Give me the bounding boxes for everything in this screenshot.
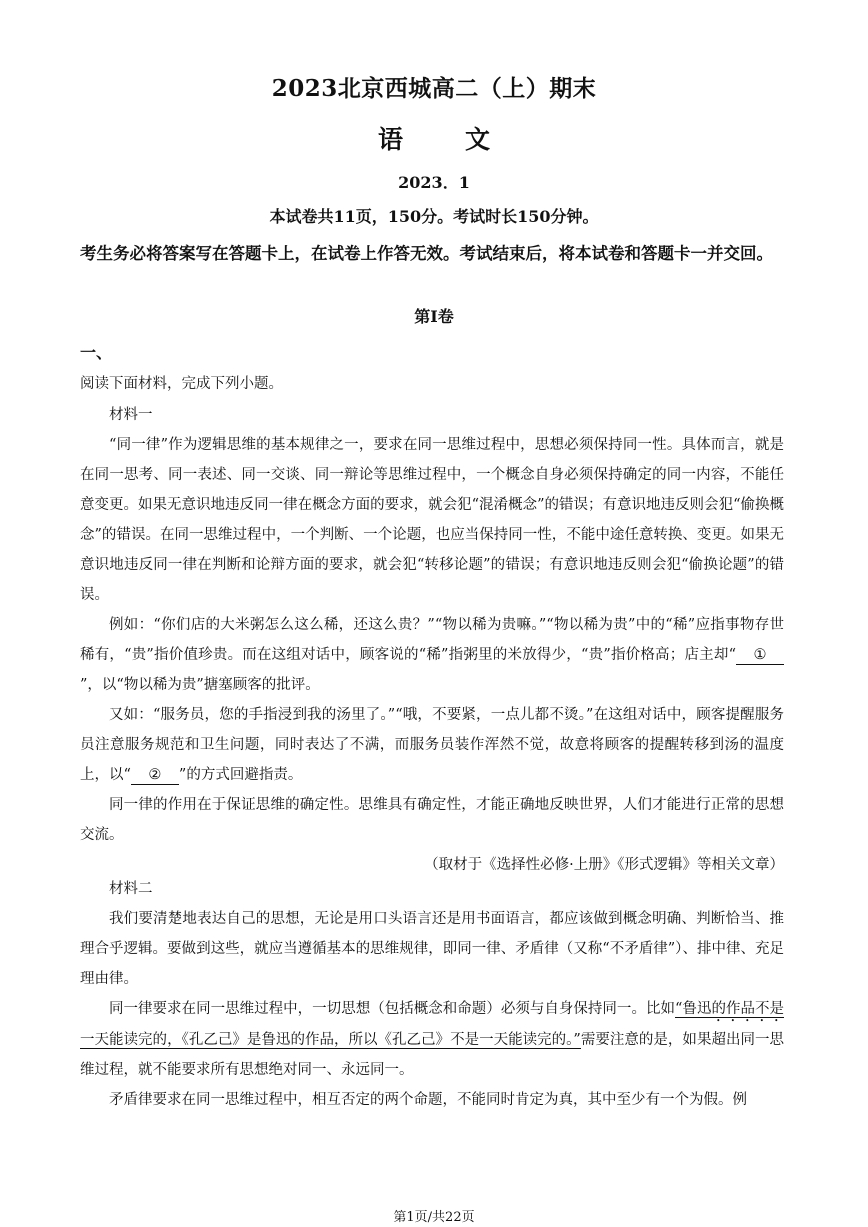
exam-date: 2023．1 xyxy=(398,173,470,192)
material-two-paragraph-1: 我们要清楚地表达自己的思想，无论是用口头语言还是用书面语言，都应该做到概念明确、判断恰当、推理合乎逻辑。要做到这些，就应当遵循基本的思维规律，即同一律、矛盾律（又称“不矛盾律”）、排中律、充足理由律。 xyxy=(80,911,784,987)
material-one-paragraph-4: 同一律的作用在于保证思维的确定性。思维具有确定性，才能正确地反映世界，人们才能进行正常的思想交流。 xyxy=(80,797,784,843)
example-part-3: 的作品，所以《孔乙己》不是一天能读完的。” xyxy=(290,1032,581,1048)
section-instruction: 阅读下面材料，完成下列小题。 xyxy=(80,376,283,392)
paragraph-2-text-a: 例如：“你们店的大米粥怎么这么稀，还这么贵？”“物以稀为贵嘛。”“物以稀为贵”中的“稀”应指事物存世稀有，“贵”指价值珍贵。而在这组对话中，顾客说的“稀”指粥里的米放得少，“贵”指价格高；店主却“ xyxy=(80,617,784,663)
fill-blank-1: ① xyxy=(736,646,784,665)
material-one-paragraph-1: “同一律”作为逻辑思维的基本规律之一，要求在同一思维过程中，思想必须保持同一性。具体而言，就是在同一思考、同一表述、同一交谈、同一辩论等思维过程中，一个概念自身必须保持确定的同一内容，不能任意变更。如果无意识地违反同一律在概念方面的要求，就会犯“混淆概念”的错误；有意识地违反则会犯“偷换概念”的错误。在同一思维过程中，一个判断、一个论题，也应当保持同一性，不能中途任意转换、变更。如果无意识地违反同一律在判断和论辩方面的要求，就会犯“转移论题”的错误；有意识地违反则会犯“偷换论题”的错误。 xyxy=(80,437,784,603)
exam-notice: 考生务必将答案写在答题卡上，在试卷上作答无效。考试结束后，将本试卷和答题卡一并交回。 xyxy=(80,244,773,263)
page-number: 第1页/共22页 xyxy=(393,1210,475,1225)
section-number: 一、 xyxy=(80,343,113,362)
material-two-paragraph-2 xyxy=(80,994,784,1085)
emphasized-de-zuopin: 的作品 xyxy=(711,1001,755,1017)
material-one-source: （取材于《选择性必修·上册》《形式逻辑》等相关文章） xyxy=(424,857,784,873)
paragraph-2-text-a: 同一律要求在同一思维过程中，一切思想（包括概念和命题）必须与自身保持同一。比如 xyxy=(109,1001,675,1017)
paragraph-2-text-b: ”，以“物以稀为贵”搪塞顾客的批评。 xyxy=(80,677,320,693)
example-part-2: 一天能读完的，《孔乙己》是鲁迅 xyxy=(80,1032,291,1048)
material-one-label: 材料一 xyxy=(109,407,153,423)
material-one-paragraph-3 xyxy=(80,700,784,790)
exam-info: 本试卷共11页，150分。考试时长150分钟。 xyxy=(269,207,599,226)
fill-blank-2: ② xyxy=(131,766,179,785)
exam-title: 2023北京西城高二（上）期末 xyxy=(271,75,597,102)
emphasized-bushi: 不是 xyxy=(755,1001,785,1017)
material-two-paragraph-3: 矛盾律要求在同一思维过程中，相互否定的两个命题，不能同时肯定为真，其中至少有一个为假。例 xyxy=(109,1092,747,1108)
exam-subject: 语文 xyxy=(377,125,552,154)
paragraph-3-text-a: 又如：“服务员，您的手指浸到我的汤里了。”“哦，不要紧，一点儿都不烫。”在这组对话中，顾客提醒服务员注意服务规范和卫生问题，同时表达了不满，而服务员装作浑然不觉，故意将顾客的提醒转移到汤的温度上，以“ xyxy=(80,707,784,783)
paragraph-3-text-b: ”的方式回避指责。 xyxy=(178,767,303,783)
material-two xyxy=(80,874,784,1115)
material-one-paragraph-2 xyxy=(80,610,784,700)
paragraph-2-text-b: 需要注意的是，如果超出同一思维过程，就不能要求所有思想绝对同一、永远同一。 xyxy=(80,1032,785,1078)
material-one xyxy=(80,400,784,880)
material-two-label: 材料二 xyxy=(109,881,153,897)
volume-heading: 第Ⅰ卷 xyxy=(414,307,454,326)
example-part-1: “鲁迅 xyxy=(675,1001,712,1017)
